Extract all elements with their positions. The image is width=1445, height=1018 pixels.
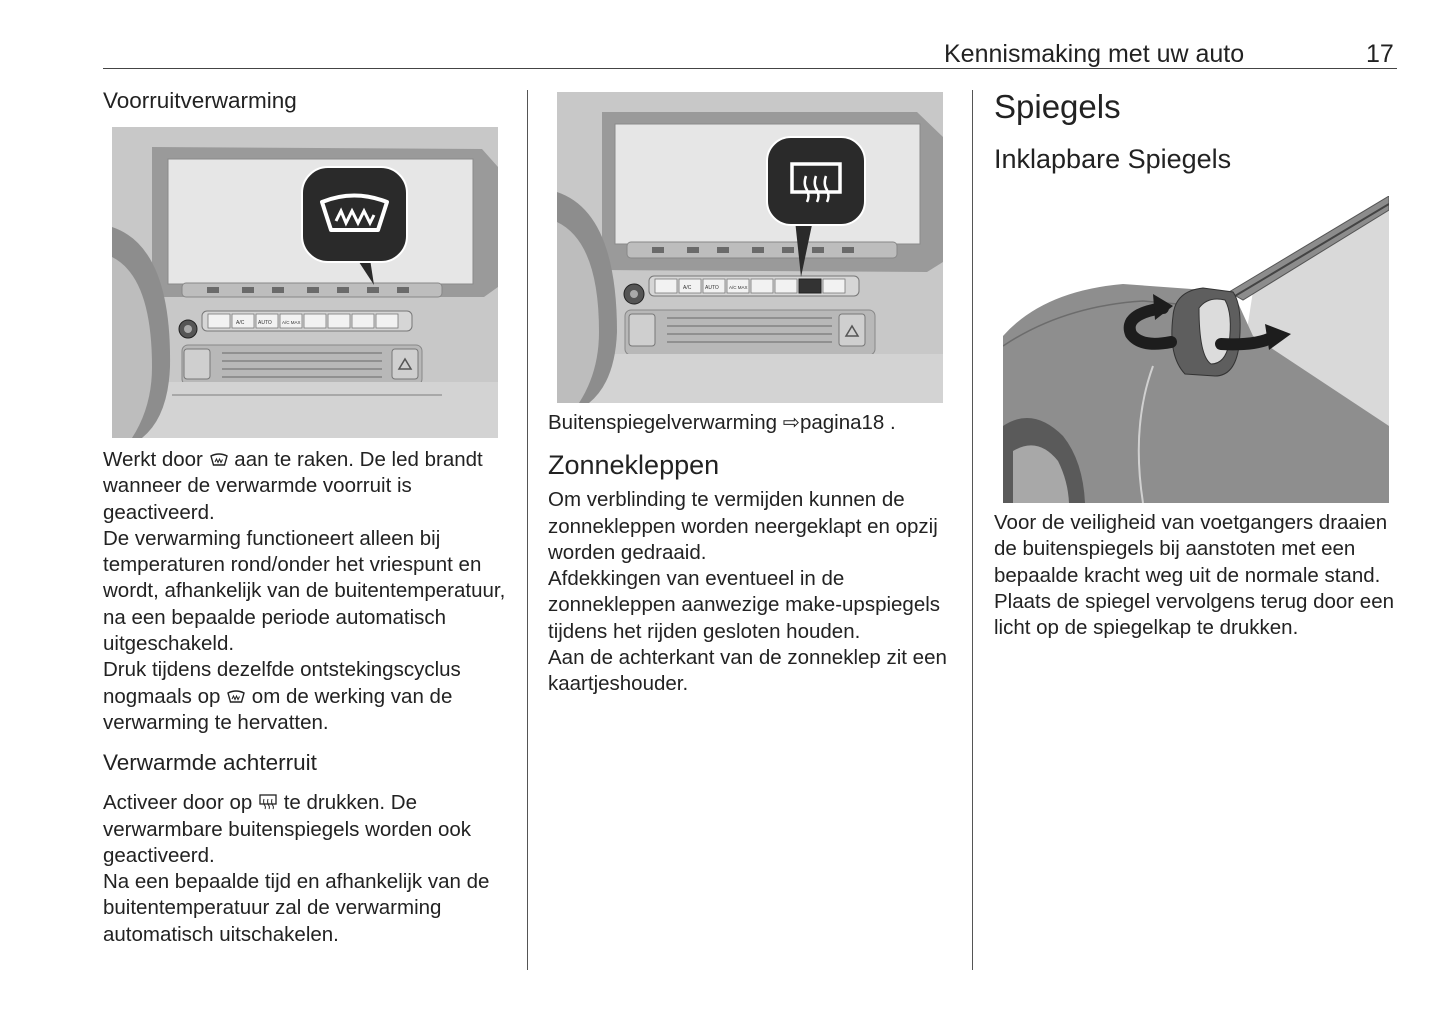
heading-voorruitverwarming: Voorruitverwarming [103, 88, 297, 113]
column-2-body [548, 410, 953, 698]
cross-reference-text: Buitenspiegelverwarming [548, 411, 778, 434]
paragraph-veiligheid-voetgangers: Voor de veiligheid van voetgangers draaien de buitenspiegels bij aanstoten met een bepaalde kracht weg uit de normale stand. Plaats de spiegel vervolgens terug door een licht op de spiegelkap te drukken. [994, 511, 1395, 640]
running-header: Kennismaking met uw auto [944, 40, 1245, 68]
paragraph-verwarming-functioneert: De verwarming functioneert alleen bij temperaturen rond/onder het vriespunt en wordt, afhankelijk van de buitentemperatuur, na een bepaalde periode automatisch uitgeschakeld. [103, 526, 506, 656]
text-werkt-door: Werkt door [103, 448, 203, 471]
paragraph-activeer [103, 790, 508, 869]
cross-reference [548, 410, 953, 436]
paragraph-werkt-door [103, 447, 508, 526]
ac-button-label: A/C [236, 320, 245, 326]
heading-zonnekleppen: Zonnekleppen [548, 450, 720, 481]
text-led-brandt: aan te raken. De led brandt wanneer de verwarmde voorruit is geactiveerd. [103, 448, 483, 524]
column-3-body [994, 510, 1394, 641]
paragraph-druk-tijdens [103, 657, 508, 736]
illustration-folding-mirror [1003, 196, 1389, 503]
heading-spiegels: Spiegels [994, 88, 1121, 125]
dashboard-illustration [112, 127, 498, 438]
paragraph-kaartjeshouder: Aan de achterkant van de zonneklep zit een kaartjeshouder. [548, 646, 947, 696]
text-activeer-door-op: Activeer door op [103, 791, 253, 815]
text-druk-tijdens: Druk tijdens dezelfde ontstekingscyclus nogmaals op [103, 658, 461, 708]
text-te-drukken: te drukken. De verwarmbare buitenspiegels worden ook geactiveerd. [103, 791, 472, 867]
paragraph-verblinding: Om verblinding te vermijden kunnen de zonnekleppen worden neergeklapt en opzij worden gedraaid. [548, 488, 938, 564]
windscreen-heating-icon [226, 688, 246, 704]
illustration-windscreen-heating [112, 127, 498, 438]
mirror-illustration [1003, 196, 1389, 503]
ac-max-button-label: A/C MAX [282, 320, 301, 325]
auto-button-label: AUTO [705, 285, 719, 291]
windscreen-heating-icon [209, 451, 229, 467]
column-1 [103, 88, 503, 114]
column-divider-1 [527, 90, 528, 970]
paragraph-na-een-bepaalde-tijd: Na een bepaalde tijd en afhankelijk van de buitentemperatuur zal de verwarming automatisch uitschakelen. [103, 870, 490, 946]
text-werking-hervatten: om de werking van de verwarming te hervatten. [103, 684, 453, 734]
arrow-right-icon: ⇨ [782, 411, 800, 434]
rear-window-heating-icon [258, 794, 278, 810]
column-1-body [103, 447, 508, 948]
header-rule [103, 68, 1397, 69]
heading-inklapbare-spiegels: Inklapbare Spiegels [994, 144, 1232, 174]
column-3-headings [994, 88, 1394, 175]
heading-verwarmde-achterruit: Verwarmde achterruit [103, 750, 317, 776]
column-divider-2 [972, 90, 973, 970]
illustration-rear-window-heating [557, 92, 943, 403]
page-number: 17 [1366, 40, 1394, 68]
cross-reference-page-link[interactable]: pagina18 . [799, 411, 896, 434]
auto-button-label: AUTO [258, 320, 272, 326]
ac-button-label: A/C [683, 285, 692, 291]
paragraph-afdekkingen: Afdekkingen van eventueel in de zonnekleppen aanwezige make-upspiegels tijdens het rijden gesloten houden. [548, 567, 941, 643]
dashboard-illustration [557, 92, 943, 403]
ac-max-button-label: A/C MAX [729, 285, 748, 290]
